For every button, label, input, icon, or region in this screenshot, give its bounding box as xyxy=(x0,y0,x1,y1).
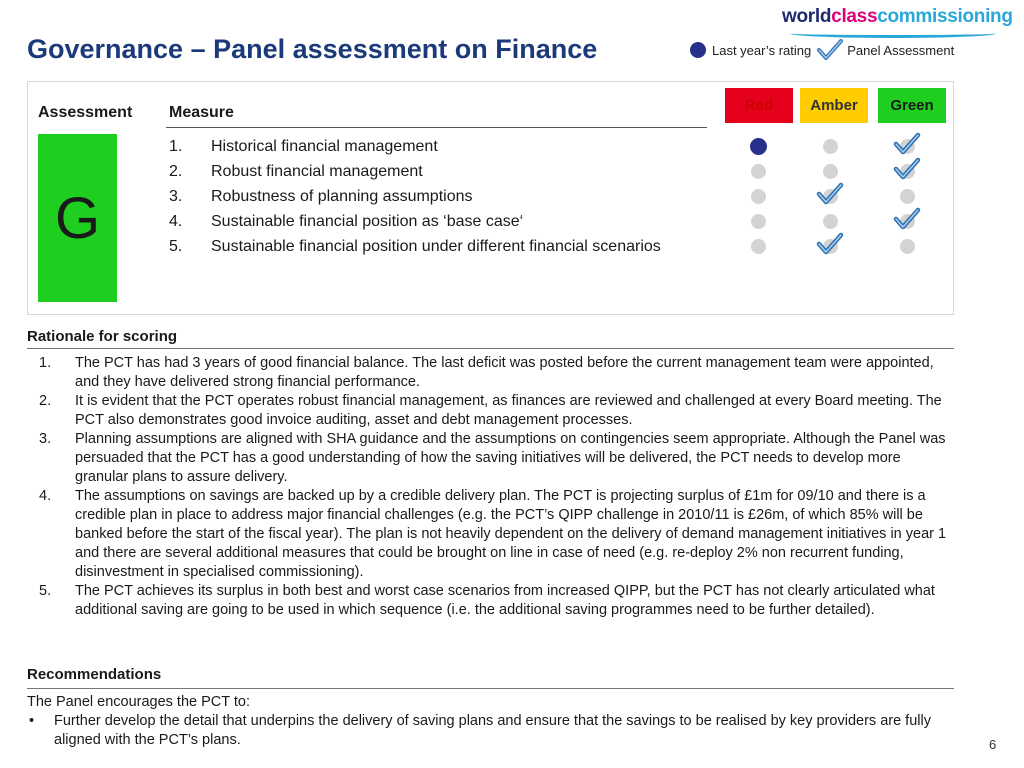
page-title: Governance – Panel assessment on Finance xyxy=(27,34,598,64)
measure-label: Robustness of planning assumptions xyxy=(211,187,473,205)
panel-assessment-checkmark-icon xyxy=(814,234,846,259)
measure-label: Robust financial management xyxy=(211,162,423,180)
rationale-item xyxy=(27,582,947,620)
legend-panel-label: Panel Assessment xyxy=(847,42,955,58)
rationale-item-number: 3. xyxy=(39,431,52,447)
empty-rating-dot-icon xyxy=(891,234,923,259)
rationale-item-number: 4. xyxy=(39,488,52,504)
checkmark-icon xyxy=(816,182,844,211)
grey-dot-icon xyxy=(823,214,838,229)
grey-dot-icon xyxy=(751,164,766,179)
measure-number: 3. xyxy=(169,187,183,205)
checkmark-icon xyxy=(893,157,921,186)
assessment-header: Assessment xyxy=(38,104,133,121)
rationale-item xyxy=(27,430,947,487)
rationale-item-number: 2. xyxy=(39,393,52,409)
empty-rating-dot-icon xyxy=(742,184,774,209)
rag-amber-header: Amber xyxy=(799,87,869,124)
measure-number: 1. xyxy=(169,137,183,155)
panel-assessment-checkmark-icon xyxy=(891,134,923,159)
measure-label: Historical financial management xyxy=(211,137,438,155)
empty-rating-dot-icon xyxy=(891,184,923,209)
grey-dot-icon xyxy=(751,239,766,254)
checkmark-icon xyxy=(817,39,843,61)
measure-label: Sustainable financial position under different financial scenarios xyxy=(211,237,661,255)
panel-assessment-checkmark-icon xyxy=(891,159,923,184)
rationale-item xyxy=(27,392,947,430)
measure-row xyxy=(169,234,661,259)
rationale-list xyxy=(27,354,947,620)
legend xyxy=(690,39,954,61)
measure-row xyxy=(169,134,438,159)
panel-assessment-checkmark-icon xyxy=(814,184,846,209)
measure-number: 5. xyxy=(169,237,183,255)
grey-dot-icon xyxy=(823,164,838,179)
rationale-title: Rationale for scoring xyxy=(27,328,178,345)
bullet-icon: • xyxy=(29,713,35,729)
worldclass-commissioning-logo xyxy=(782,6,1013,28)
measure-divider xyxy=(166,127,707,128)
recommendations-intro: The Panel encourages the PCT to: xyxy=(27,694,251,710)
measure-row xyxy=(169,159,423,184)
rationale-item-number: 1. xyxy=(39,355,52,371)
last-year-dot-icon xyxy=(690,42,706,58)
legend-last-year-label: Last year’s rating xyxy=(712,42,812,58)
recommendations-body xyxy=(27,693,947,750)
logo-swoosh xyxy=(790,29,996,38)
rationale-item-text: The assumptions on savings are backed up by a credible delivery plan. The PCT is projecting surplus of £1m for 09/10 and there is a credible plan in place to address major financial challenges (e.g. the PCT’s QIPP challenge in 2010/11 is £26m, of which 85% will be banked before the start of the fiscal year). The plan is not heavily dependent on the delivery of demand management initiatives in year 1 and there are several additional measures that could be brought on line in case of need (e.g. re-deploy 2% non recurrent funding, disinvestment in specialised commissioning). xyxy=(75,488,947,580)
rationale-item-text: The PCT achieves its surplus in both best and worst case scenarios from increased QIPP, but the PCT has not clearly articulated what additional saving are going to be used in which sequence (i.e. the additional saving programmes need to be further detailed). xyxy=(75,583,935,618)
checkmark-icon xyxy=(893,207,921,236)
measure-label: Sustainable financial position as ‘base case‘ xyxy=(211,212,524,230)
empty-rating-dot-icon xyxy=(814,159,846,184)
assessment-rating: G xyxy=(54,185,101,251)
rationale-item-text: It is evident that the PCT operates robust financial management, as finances are reviewed and challenged at every Board meeting. The PCT also demonstrates good invoice auditing, asset and debt management processes. xyxy=(75,393,942,428)
recommendations-divider xyxy=(27,688,954,689)
rationale-divider xyxy=(27,348,954,349)
measure-number: 4. xyxy=(169,212,183,230)
rag-green-header: Green xyxy=(877,87,947,124)
measure-row xyxy=(169,209,523,234)
rationale-item xyxy=(27,354,947,392)
measure-number: 2. xyxy=(169,162,183,180)
grey-dot-icon xyxy=(751,189,766,204)
assessment-rating-box xyxy=(38,134,117,302)
recommendations-title: Recommendations xyxy=(27,666,162,683)
empty-rating-dot-icon xyxy=(814,209,846,234)
measure-header: Measure xyxy=(169,104,234,121)
empty-rating-dot-icon xyxy=(742,209,774,234)
rationale-item-number: 5. xyxy=(39,583,52,599)
rationale-item-text: Planning assumptions are aligned with SHA guidance and the assumptions on contingencies seem appropriate. Although the Panel was persuaded that the PCT has a good understanding of how the saving initiatives will be delivered, the PCT needs to develop more granular plans to assure delivery. xyxy=(75,431,946,485)
checkmark-icon xyxy=(816,232,844,261)
recommendation-text: Further develop the detail that underpins the delivery of saving plans and ensure that the savings to be realised by key providers are fully aligned with the PCT’s plans. xyxy=(54,713,931,748)
rationale-item-text: The PCT has had 3 years of good financial balance. The last deficit was posted before the current management team were appointed, and they have delivered strong financial performance. xyxy=(75,355,934,390)
rag-red-header: Red xyxy=(724,87,794,124)
navy-dot-icon xyxy=(750,138,767,155)
logo-text-class: class xyxy=(831,6,878,27)
page-number: 6 xyxy=(989,737,997,752)
recommendation-item xyxy=(27,712,947,750)
last-year-rating-dot-icon xyxy=(742,134,774,159)
empty-rating-dot-icon xyxy=(742,159,774,184)
grey-dot-icon xyxy=(900,189,915,204)
logo-text-commissioning: commissioning xyxy=(877,6,1013,27)
logo-text-world: world xyxy=(782,6,832,27)
rationale-item xyxy=(27,487,947,582)
grey-dot-icon xyxy=(751,214,766,229)
empty-rating-dot-icon xyxy=(814,134,846,159)
grey-dot-icon xyxy=(823,139,838,154)
panel-assessment-checkmark-icon xyxy=(891,209,923,234)
measure-row xyxy=(169,184,473,209)
empty-rating-dot-icon xyxy=(742,234,774,259)
grey-dot-icon xyxy=(900,239,915,254)
